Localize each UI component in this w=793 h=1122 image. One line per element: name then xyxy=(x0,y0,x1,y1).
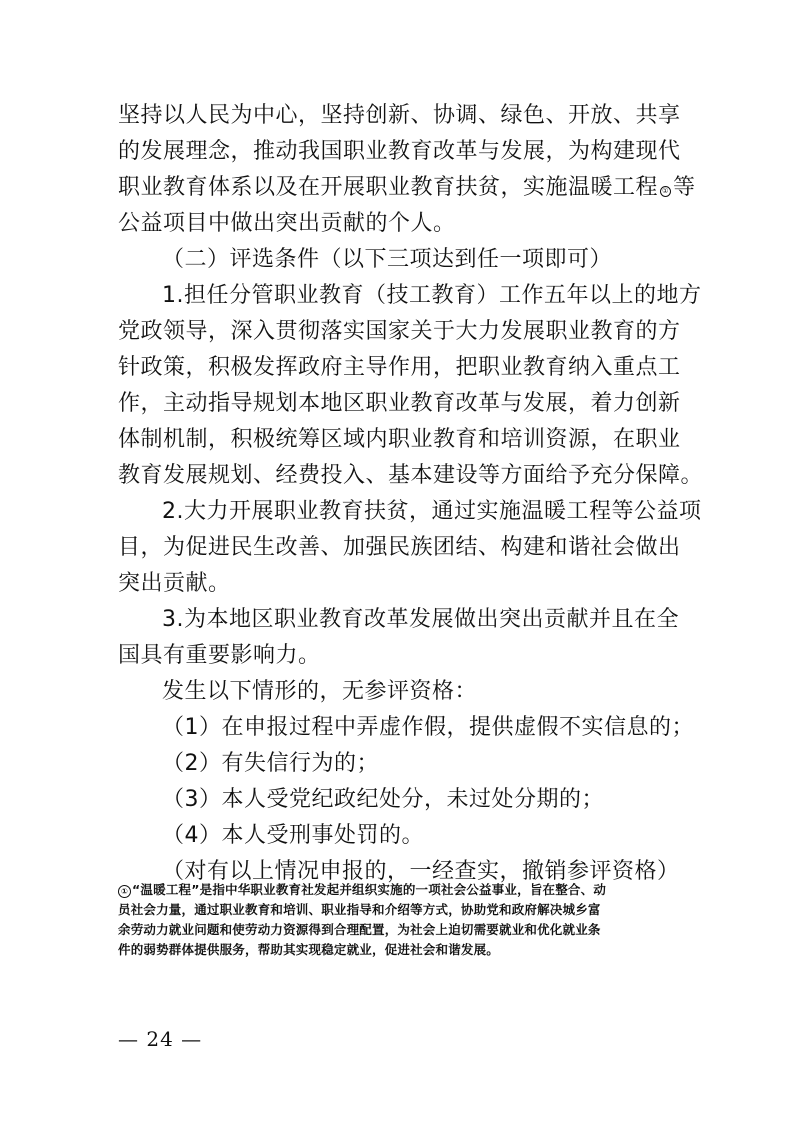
footnote-line-1-text: “温暖工程”是指中华职业教育社发起并组织实施的一项社会公益事业，旨在整合、动 xyxy=(132,882,607,897)
item3-line-2: 国具有重要影响力。 xyxy=(118,643,321,668)
page-number: — 24 — xyxy=(118,1027,203,1051)
disqualify-item-1: （1）在申报过程中弄虚作假，提供虚假不实信息的； xyxy=(162,715,694,740)
item2-line-3: 突出贡献。 xyxy=(118,571,231,596)
body-line-3-tail: 等 xyxy=(673,175,696,200)
disqualify-intro: 发生以下情形的，无参评资格： xyxy=(162,679,478,704)
item1-line-3: 针政策，积极发挥政府主导作用，把职业教育纳入重点工 xyxy=(118,355,681,380)
item1-line-5: 体制机制，积极统筹区域内职业教育和培训资源，在职业 xyxy=(118,427,681,452)
item3-line-1: 3.为本地区职业教育改革发展做出突出贡献并且在全 xyxy=(162,607,679,632)
footnote-reference[interactable]: ① xyxy=(660,186,671,197)
footnote-line-3: 余劳动力就业问题和使劳动力资源得到合理配置，为社会上迫切需要就业和优化就业条 xyxy=(118,922,601,937)
item1-line-6: 教育发展规划、经费投入、基本建设等方面给予充分保障。 xyxy=(118,463,704,488)
item2-line-2: 目，为促进民生改善、加强民族团结、构建和谐社会做出 xyxy=(118,535,681,560)
item1-line-2: 党政领导，深入贯彻落实国家关于大力发展职业教育的方 xyxy=(118,319,681,344)
item1-line-1: 1.担任分管职业教育（技工教育）工作五年以上的地方 xyxy=(162,283,702,308)
body-line-1: 坚持以人民为中心，坚持创新、协调、绿色、开放、共享 xyxy=(118,103,681,128)
disqualify-item-2: （2）有失信行为的； xyxy=(162,751,379,776)
item2-line-1: 2.大力开展职业教育扶贫，通过实施温暖工程等公益项 xyxy=(162,499,702,524)
disqualify-item-3: （3）本人受党纪政纪处分，未过处分期的； xyxy=(162,787,604,812)
section-heading: （二）评选条件（以下三项达到任一项即可） xyxy=(162,247,613,272)
item1-line-4: 作，主动指导规划本地区职业教育改革与发展，着力创新 xyxy=(118,391,681,416)
body-line-2: 的发展理念，推动我国职业教育改革与发展，为构建现代 xyxy=(118,139,681,164)
body-line-3 xyxy=(118,170,696,206)
disqualify-item-4: （4）本人受刑事处罚的。 xyxy=(162,823,424,848)
footnote-line-4: 件的弱势群体提供服务，帮助其实现稳定就业，促进社会和谐发展。 xyxy=(118,942,500,957)
disqualify-note: （对有以上情况申报的，一经查实，撤销参评资格） xyxy=(162,859,680,884)
body-line-3-text: 职业教育体系以及在开展职业教育扶贫，实施温暖工程 xyxy=(118,175,659,200)
footnote-marker: ① xyxy=(118,885,131,898)
footnote-line-1 xyxy=(118,880,678,900)
body-line-4: 公益项目中做出突出贡献的个人。 xyxy=(118,211,456,236)
footnote-line-2: 员社会力量，通过职业教育和培训、职业指导和介绍等方式，协助党和政府解决城乡富 xyxy=(118,902,601,917)
